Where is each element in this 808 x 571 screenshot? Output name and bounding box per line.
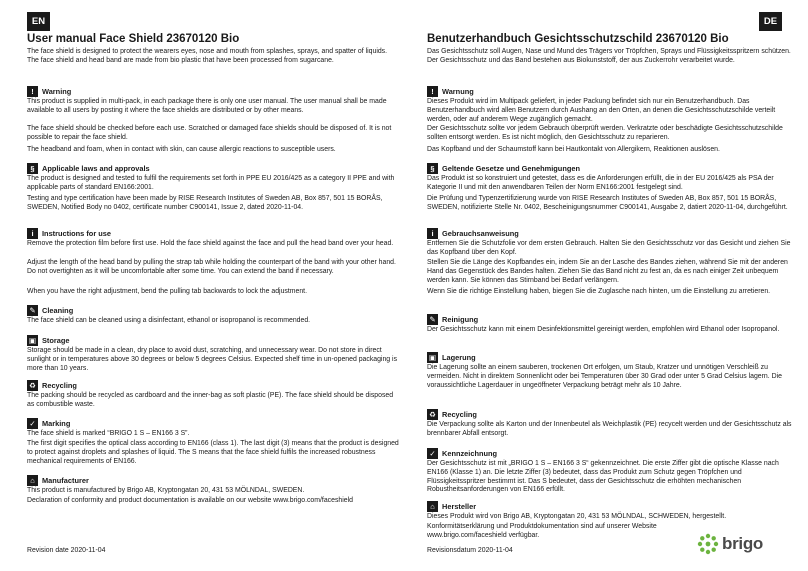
instructions-p2-en: Adjust the length of the head band by pulling the strap tab while holding the counterpart of the band with your other hand. Do not overtighten as it will be uncomfortable after some time. You can extend the band if necessary. <box>27 259 396 275</box>
manufacturer-p1-en: This product is manufactured by Brigo AB, Kryptongatan 20, 431 53 MÖLNDAL, SWEDEN. <box>27 487 305 494</box>
section-heading: Manufacturer <box>42 476 89 485</box>
brigo-logo-mark-icon <box>697 533 719 555</box>
section-heading: Applicable laws and approvals <box>42 164 150 173</box>
warning-icon: ! <box>27 86 38 97</box>
intro-de: Das Gesichtsschutz soll Augen, Nase und Mund des Trägers vor Tröpfchen, Sprays und Flüssigkeitsspritzern schützen. Der Gesichtsschutz und das Band bestehen aus Biokunststoff, der aus Zuckerrohr verarbeitet wurde. <box>427 48 791 64</box>
language-tab-en: EN <box>27 12 50 31</box>
section-cleaning-de <box>427 314 478 325</box>
section-manufacturer-de <box>427 501 476 512</box>
cleaning-p1-en: The face shield can be cleaned using a disinfectant, ethanol or isopropanol is recommended. <box>27 317 311 324</box>
revision-date-de: Revisionsdatum 2020-11-04 <box>427 547 513 554</box>
warning-p2-en: The face shield should be checked before each use. Scratched or damaged face shields should be disposed of. It is not possible to repair the face shield. <box>27 125 392 141</box>
section-heading: Lagerung <box>442 353 476 362</box>
section-heading: Gebrauchsanweisung <box>442 229 519 238</box>
storage-icon: ▣ <box>428 352 437 362</box>
section-heading: Warning <box>42 87 72 96</box>
instructions-p1-en: Remove the protection film before first use. Hold the face shield against the face and pull the head band over your head. <box>27 240 394 247</box>
section-recycling-de <box>427 409 477 420</box>
warning-p1-en: This product is supplied in multi-pack, in each package there is only one user manual. The user manual shall be made available to all users by posting it where the face shields are distributed or by other means. <box>27 98 387 114</box>
warning-p3-en: The headband and foam, when in contact with skin, can cause allergic reactions to susceptible users. <box>27 146 336 153</box>
section-heading: Recycling <box>42 381 77 390</box>
instructions-icon: i <box>27 228 38 239</box>
section-manufacturer-en <box>27 475 89 486</box>
language-tab-de: DE <box>759 12 782 31</box>
cleaning-icon: ✎ <box>427 314 438 325</box>
section-laws-en <box>27 163 150 174</box>
laws-p1-de: Das Produkt ist so konstruiert und getestet, dass es die Anforderungen erfüllt, die in der EU 2016/425 als PSA der Kategorie II und mit den anwendbaren Teilen der Norm EN166:2001 festgelegt sind. <box>427 175 774 191</box>
revision-date-en: Revision date 2020-11-04 <box>27 547 106 554</box>
section-marking-en <box>27 418 70 429</box>
section-instructions-de <box>427 228 519 239</box>
instructions-p3-en: When you have the right adjustment, bend the pulling tab backwards to lock the adjustment. <box>27 288 308 295</box>
marking-icon: ✓ <box>427 448 438 459</box>
instructions-p1-de: Entfernen Sie die Schutzfolie vor dem ersten Gebrauch. Halten Sie den Gesichtsschutz vor das Gesicht und ziehen Sie das Kopfband über den Kopf. <box>427 240 791 256</box>
cleaning-p1-de: Der Gesichtsschutz kann mit einem Desinfektionsmittel gereinigt werden, empfohlen wird Ethanol oder Isopropanol. <box>427 326 780 333</box>
section-heading: Marking <box>42 419 71 428</box>
manufacturer-p2-de: Konformitätserklärung und Produktdokumentation sind auf unserer Website www.brigo.com/faceshield verfügbar. <box>427 523 657 539</box>
certificate-icon: § <box>427 163 438 174</box>
marking-p1-de: Der Gesichtsschutz ist mit „BRIGO 1 S – EN166 3 S“ gekennzeichnet. Die erste Ziffer gibt die optische Klasse nach EN166 (Klasse 1) an. Die letzte Ziffer (3) bedeutet, dass das Produkt zum Schutz gegen Tröpfchen und Flüssigkeitsspritzer bestimmt ist. Das S bedeutet, dass der Gesichtsschutz die erhöhten mechanischen Robustheitsanforderungen von EN166 erfüllt. <box>427 460 779 494</box>
instructions-p3-de: Wenn Sie die richtige Einstellung haben, biegen Sie die Zuglasche nach hinten, um die Einstellung zu arretieren. <box>427 288 771 295</box>
section-recycling-en <box>27 380 77 391</box>
laws-p2-de: Die Prüfung und Typenzertifizierung wurde von RISE Research Institutes of Sweden AB, Box 857, 501 15 BORÅS, SWEDEN, notifizierte Stelle Nr. 0402, Bescheinigungsnummer C900141, Ausgabe 2, datiert 2020-11-04, durchgeführt. <box>427 195 788 211</box>
warning-p1-de: Dieses Produkt wird im Multipack geliefert, in jeder Packung befindet sich nur ein Benutzerhandbuch. Das Benutzerhandbuch wird allen Benutzern durch Aushang an den Orten, an denen die Gesichtsschutzschilde verteilt werden, oder auf anderem Wege zugänglich gemacht. <box>427 98 776 123</box>
page-title-en: User manual Face Shield 23670120 Bio <box>27 33 240 45</box>
section-heading: Reinigung <box>442 315 479 324</box>
storage-p1-de: Die Lagerung sollte an einem sauberen, trockenen Ort erfolgen, um Staub, Kratzer und unnötigen Verschleiß zu vermeiden. Nicht in direktem Sonnenlicht oder bei Temperaturen über 30 Grad oder unter 5 Grad Celsius lagern. Die voraussichtliche Lagerdauer in ungeöffneter Verpackung beträgt mehr als 10 Jahre. <box>427 364 782 389</box>
section-heading: Warnung <box>442 87 474 96</box>
section-heading: Recycling <box>442 410 477 419</box>
intro-en: The face shield is designed to protect the wearers eyes, nose and mouth from splashes, sprays, and spatter of liquids. The face shield and head band are made from bio plastic that have been processed from sugarcane. <box>27 48 388 64</box>
recycling-p1-de: Die Verpackung sollte als Karton und der Innenbeutel als Weichplastik (PE) recycelt werden und der Gesichtsschutz als brennbarer Abfall entsorgt. <box>427 421 792 437</box>
section-heading: Cleaning <box>42 306 74 315</box>
storage-icon: ▣ <box>28 335 37 345</box>
warning-p3-de: Das Kopfband und der Schaumstoff kann bei Hautkontakt von Allergikern, Reaktionen auslösen. <box>427 146 720 153</box>
manufacturer-p1-de: Dieses Produkt wird von Brigo AB, Kryptongatan 20, 431 53 MÖLNDAL, SCHWEDEN, hergestellt. <box>427 513 727 520</box>
cleaning-icon: ✎ <box>27 305 38 316</box>
marking-icon: ✓ <box>27 418 38 429</box>
brigo-wordmark: brigo <box>722 534 763 553</box>
factory-icon: ⌂ <box>27 475 38 486</box>
section-heading: Geltende Gesetze und Genehmigungen <box>442 164 580 173</box>
section-warning-en <box>27 86 71 97</box>
recycling-p1-en: The packing should be recycled as cardboard and the inner-bag as soft plastic (PE). The face shield should be disposed as combustible waste. <box>27 392 394 408</box>
warning-p2-de: Der Gesichtsschutz sollte vor jedem Gebrauch überprüft werden. Verkratzte oder beschädigte Gesichtsschutzschilde sollten entsorgt werden. Es ist nicht möglich, den Gesichtsschutz zu reparieren. <box>427 125 783 141</box>
section-laws-de <box>427 163 580 174</box>
brigo-logo <box>697 533 763 555</box>
section-heading: Instructions for use <box>42 229 111 238</box>
section-marking-de <box>427 448 497 459</box>
section-storage-en <box>27 335 70 346</box>
section-instructions-en <box>27 228 111 239</box>
storage-p1-en: Storage should be made in a clean, dry place to avoid dust, scratching, and unnecessary wear. Do not store in direct sunlight or in temperatures above 30 degrees or below 5 degrees Celsius. Expected shelf time in un-opened packaging is more than 10 years. <box>27 347 398 372</box>
marking-p2-en: The first digit specifies the optical class according to EN166 (class 1). The last digit (3) means that the product is designed to protect against droplets and splashes of liquid. The S means that the face shield fulfils the increased robustness mechanical requirements of EN166. <box>27 440 399 465</box>
certificate-icon: § <box>27 163 38 174</box>
laws-p1-en: The product is designed and tested to fulfil the requirements set forth in PPE EU 2016/425 as a category II PPE and with applicable parts of standard EN166:2001. <box>27 175 395 191</box>
section-warning-de <box>427 86 474 97</box>
instructions-p2-de: Stellen Sie die Länge des Kopfbandes ein, indem Sie an der Lasche des Bandes ziehen, während Sie mit der anderen Hand das Gegenstück des Bandes halten. Ziehen Sie das Band nicht zu fest an, da es nach einiger Zeit unbequem werden kann. Sie können das Stirnband bei Bedarf verlängern. <box>427 259 788 284</box>
section-heading: Storage <box>42 336 70 345</box>
laws-p2-en: Testing and type certification have been made by RISE Research Institutes of Sweden AB, Box 857, 501 15 BORÅS, SWEDEN, Notified Body no 0402, certificate number C900141, Issue 2, dated 2020-11-04. <box>27 195 383 211</box>
section-heading: Hersteller <box>442 502 477 511</box>
factory-icon: ⌂ <box>427 501 438 512</box>
instructions-icon: i <box>427 228 438 239</box>
section-storage-de <box>427 352 476 363</box>
recycling-icon: ♻ <box>27 380 38 391</box>
manufacturer-p2-en: Declaration of conformity and product documentation is available on our website www.brigo.com/faceshield <box>27 497 353 504</box>
section-cleaning-en <box>27 305 73 316</box>
warning-icon: ! <box>427 86 438 97</box>
section-heading: Kennzeichnung <box>442 449 498 458</box>
recycling-icon: ♻ <box>427 409 438 420</box>
marking-p1-en: The face shield is marked “BRIGO 1 S – EN166 3 S”. <box>27 430 190 437</box>
page-title-de: Benutzerhandbuch Gesichtsschutzschild 23670120 Bio <box>427 33 729 45</box>
